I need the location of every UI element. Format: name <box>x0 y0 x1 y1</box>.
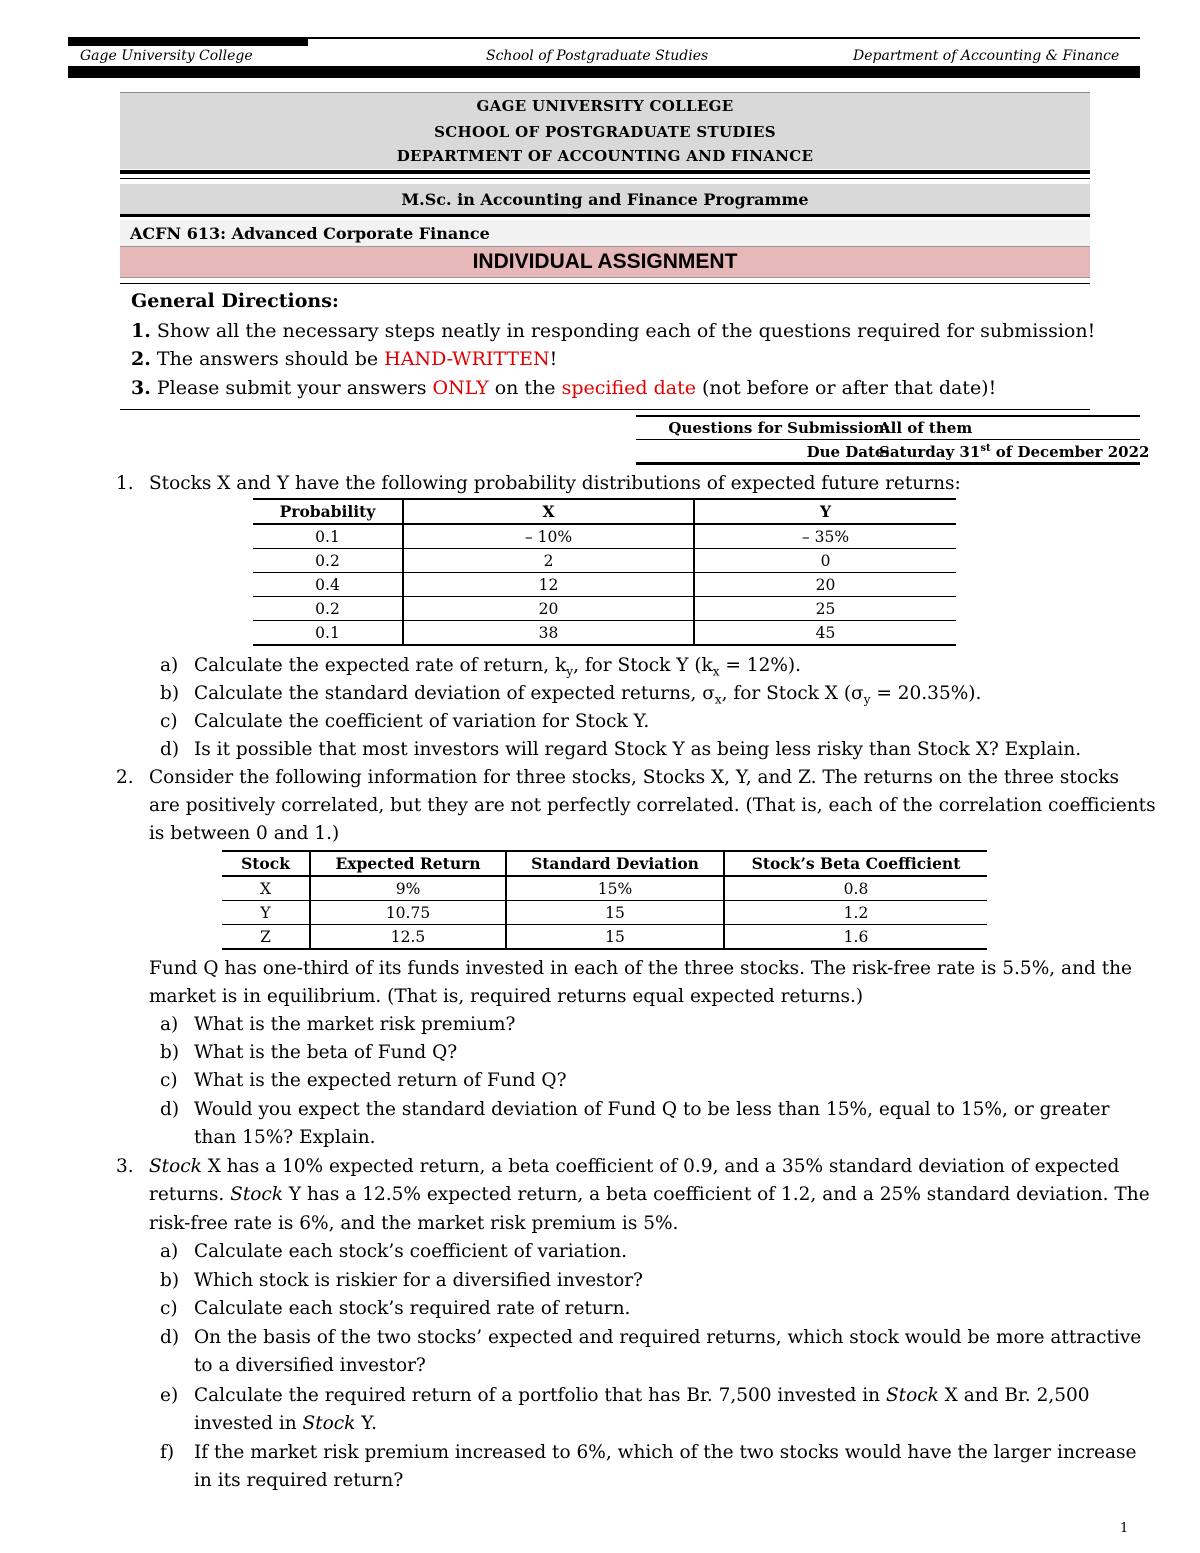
q3d-text-2: to a diversified investor? <box>194 1355 426 1376</box>
q2-line3: is between 0 and 1.) <box>149 823 340 844</box>
q1d-text: Is it possible that most investors will regard Stock Y as being less risky than Stock X? Explain. <box>194 739 1082 760</box>
q1c-text: Calculate the coefficient of variation for Stock Y. <box>194 711 650 732</box>
q2d-text-1: Would you expect the standard deviation of Fund Q to be less than 15%, equal to 15%, or greater <box>194 1099 1110 1120</box>
q1-col-y: Y <box>694 499 956 524</box>
direction-1 <box>131 320 1095 342</box>
q3b-text: Which stock is riskier for a diversified investor? <box>194 1270 643 1291</box>
directions-rule <box>120 283 1090 284</box>
programme-rule <box>120 214 1090 217</box>
q2-line2: are positively correlated, but they are not perfectly correlated. (That is, each of the correlation coefficients <box>149 795 1156 816</box>
q3d-text-1: On the basis of the two stocks’ expected and required returns, which stock would be more attractive <box>194 1327 1142 1348</box>
title-rule <box>120 170 1090 174</box>
direction-3-end: (not before or after that date)! <box>695 377 997 399</box>
direction-3-number: 3. <box>131 377 151 399</box>
programme-bar <box>120 184 1090 214</box>
q3e-text-2: invested in Stock Y. <box>194 1413 377 1434</box>
q1-col-x: X <box>403 499 694 524</box>
table-row: X 9% 15% 0.8 <box>222 876 987 901</box>
running-header <box>68 46 1140 66</box>
table-row: 0.2 20 25 <box>253 597 956 621</box>
specified-date-emphasis: specified date <box>561 377 696 399</box>
q2-line1: Consider the following information for three stocks, Stocks X, Y, and Z. The returns on the three stocks <box>149 767 1119 788</box>
q2-para1: Fund Q has one-third of its funds invested in each of the three stocks. The risk-free rate is 5.5%, and the <box>149 958 1133 979</box>
only-emphasis: ONLY <box>432 377 489 399</box>
q2-col-beta: Stock’s Beta Coefficient <box>724 851 987 876</box>
header-right: Department of Accounting & Finance <box>853 48 1120 64</box>
direction-2-text: The answers should be <box>156 348 385 370</box>
table-row: 0.1 38 45 <box>253 621 956 646</box>
title-block <box>120 92 1090 169</box>
questions-label: Questions for Submission: <box>668 419 890 437</box>
page-number: 1 <box>1120 1521 1129 1536</box>
q2c-text: What is the expected return of Fund Q? <box>194 1070 567 1091</box>
header-center: School of Postgraduate Studies <box>486 48 709 64</box>
directions-bottom-rule <box>120 409 1090 410</box>
direction-2-number: 2. <box>131 348 151 370</box>
direction-3-mid: on the <box>488 377 562 399</box>
directions-heading: General Directions: <box>131 290 339 312</box>
q3b-label: b) <box>160 1270 180 1291</box>
q2-para2: market is in equilibrium. (That is, required returns equal expected returns.) <box>149 986 864 1007</box>
header-rule-accent <box>68 37 308 46</box>
q3f-label: f) <box>160 1442 175 1463</box>
direction-3-text: Please submit your answers <box>156 377 433 399</box>
q3-line1: Stock X has a 10% expected return, a beta coefficient of 0.9, and a 35% standard deviation of expected <box>149 1156 1120 1177</box>
q1a-label: a) <box>160 655 179 676</box>
direction-1-text: Show all the necessary steps neatly in responding each of the questions required for submission! <box>156 320 1096 342</box>
q3e-text-1: Calculate the required return of a portfolio that has Br. 7,500 invested in Stock X and Br. 2,500 <box>194 1385 1090 1406</box>
q2-number: 2. <box>116 767 134 788</box>
q3a-text: Calculate each stock’s coefficient of variation. <box>194 1241 627 1262</box>
course-name: ACFN 613: Advanced Corporate Finance <box>130 224 490 243</box>
table-row: Z 12.5 15 1.6 <box>222 925 987 950</box>
table-row: Y 10.75 15 1.2 <box>222 901 987 925</box>
q2-table <box>222 850 987 950</box>
header-left: Gage University College <box>80 48 253 64</box>
table-row: 0.4 12 20 <box>253 573 956 597</box>
direction-2-end: ! <box>549 348 558 370</box>
q3f-text-1: If the market risk premium increased to 6%, which of the two stocks would have the larger increase <box>194 1442 1137 1463</box>
assignment-title: INDIVIDUAL ASSIGNMENT <box>472 250 738 273</box>
q1-col-probability: Probability <box>253 499 403 524</box>
q2d-text-2: than 15%? Explain. <box>194 1127 376 1148</box>
q3c-text: Calculate each stock’s required rate of return. <box>194 1298 631 1319</box>
q1a-text: Calculate the expected rate of return, $k_y$, for Stock Y $(k_x = 12\%)$. <box>194 655 802 679</box>
q1-number: 1. <box>116 473 134 494</box>
direction-2 <box>131 348 557 370</box>
q3a-label: a) <box>160 1241 179 1262</box>
q3-line2: returns. Stock Y has a 12.5% expected return, a beta coefficient of 1.2, and a 25% standard deviation. The <box>149 1184 1150 1205</box>
q1-text: Stocks X and Y have the following probability distributions of expected future returns: <box>149 473 961 494</box>
q3f-text-2: in its required return? <box>194 1470 404 1491</box>
direction-1-number: 1. <box>131 320 151 342</box>
programme-name: M.Sc. in Accounting and Finance Programme <box>401 190 809 209</box>
due-date-value: Saturday 31st of December 2022 <box>879 443 1150 461</box>
q3-line3: risk-free rate is 6%, and the market risk premium is 5%. <box>149 1213 679 1234</box>
q2c-label: c) <box>160 1070 178 1091</box>
q2-col-expected-return: Expected Return <box>310 851 506 876</box>
table-row: 0.2 2 0 <box>253 549 956 573</box>
q1b-label: b) <box>160 683 180 704</box>
q1-table <box>253 498 956 646</box>
department-name: DEPARTMENT OF ACCOUNTING AND FINANCE <box>396 147 814 165</box>
q2-col-stock: Stock <box>222 851 310 876</box>
q2-col-std-dev: Standard Deviation <box>506 851 724 876</box>
direction-3 <box>131 377 996 399</box>
q2d-label: d) <box>160 1099 180 1120</box>
school-name: SCHOOL OF POSTGRADUATE STUDIES <box>434 123 776 141</box>
hand-written-emphasis: HAND-WRITTEN <box>384 348 550 370</box>
q2b-label: b) <box>160 1042 180 1063</box>
q2a-label: a) <box>160 1014 179 1035</box>
q1b-text: Calculate the standard deviation of expected returns, $\sigma_x$, for Stock X $(\sigma_y = 20.35\%)$. <box>194 683 982 707</box>
q2a-text: What is the market risk premium? <box>194 1014 516 1035</box>
q1c-label: c) <box>160 711 178 732</box>
q3e-label: e) <box>160 1385 179 1406</box>
assignment-banner <box>120 246 1090 278</box>
q3d-label: d) <box>160 1327 180 1348</box>
q2b-text: What is the beta of Fund Q? <box>194 1042 458 1063</box>
table-row: 0.1 – 10% – 35% <box>253 524 956 549</box>
title-rule-thin <box>120 178 1090 179</box>
q1d-label: d) <box>160 739 180 760</box>
q3c-label: c) <box>160 1298 178 1319</box>
due-date-label: Due Date: <box>806 443 890 461</box>
header-rule-bottom <box>68 66 1140 78</box>
q3-number: 3. <box>116 1156 134 1177</box>
questions-value: All of them <box>879 419 973 437</box>
course-bar <box>120 220 1090 246</box>
submission-info <box>636 415 1150 463</box>
college-name: GAGE UNIVERSITY COLLEGE <box>476 97 734 115</box>
